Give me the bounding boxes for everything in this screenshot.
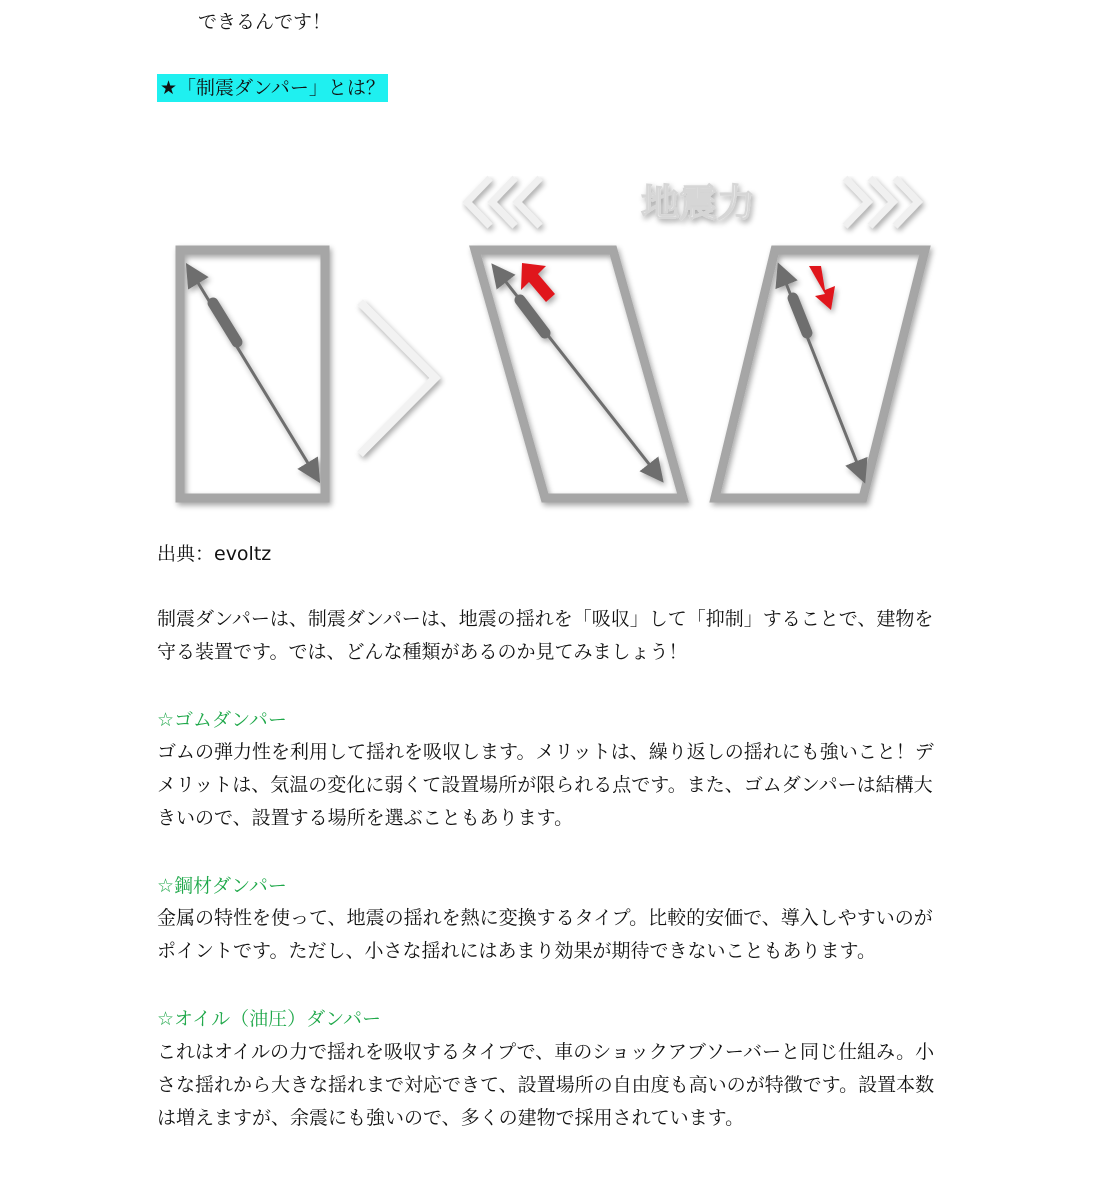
red-arrow-down-icon [809, 266, 835, 310]
intro-tail-text: できるんです！ [198, 11, 332, 33]
frame-static [180, 250, 325, 498]
oil-damper-text: これはオイルの力で揺れを吸収するタイプで、車のショックアブソーバーと同じ仕組み。小さな揺れから大きな揺れまで対応できて、設置場所の自由度も高いのが特徴です。設置本数は増えますが、余震にも強いので、多くの建物で採用されています。 [157, 1041, 935, 1129]
oil-damper-heading: ☆オイル（油圧）ダンパー [157, 1008, 381, 1030]
frame-sway-left [475, 250, 683, 498]
section-heading: ★「制震ダンパー」とは？ [157, 74, 388, 102]
seismic-force-label: 地震力 [640, 181, 756, 225]
source-caption: 出典：evoltz [157, 543, 272, 565]
frame-sway-right [715, 250, 925, 498]
steel-damper-text: 金属の特性を使って、地震の揺れを熱に変換するタイプ。比較的安価で、導入しやすいのがポイントです。ただし、小さな揺れにはあまり効果が期待できないこともあります。 [157, 907, 933, 962]
rubber-damper-text: ゴムの弾力性を利用して揺れを吸収します。メリットは、繰り返しの揺れにも強いこと！デメリットは、気温の変化に弱くて設置場所が限られる点です。また、ゴムダンパーは結構大きいので、設置する場所を選ぶこともあります。 [157, 741, 934, 829]
transition-chevron-icon [360, 302, 435, 454]
rubber-damper-heading: ☆ゴムダンパー [157, 709, 287, 731]
right-chevrons-icon [845, 178, 918, 226]
left-chevrons-icon [467, 178, 540, 226]
red-arrow-up-icon [521, 263, 555, 302]
damper-figure [155, 150, 945, 520]
steel-damper-heading: ☆鋼材ダンパー [157, 875, 287, 897]
intro-paragraph: 制震ダンパーは、制震ダンパーは、地震の揺れを「吸収」して「抑制」することで、建物を守る装置です。では、どんな種類があるのか見てみましょう！ [157, 608, 934, 663]
